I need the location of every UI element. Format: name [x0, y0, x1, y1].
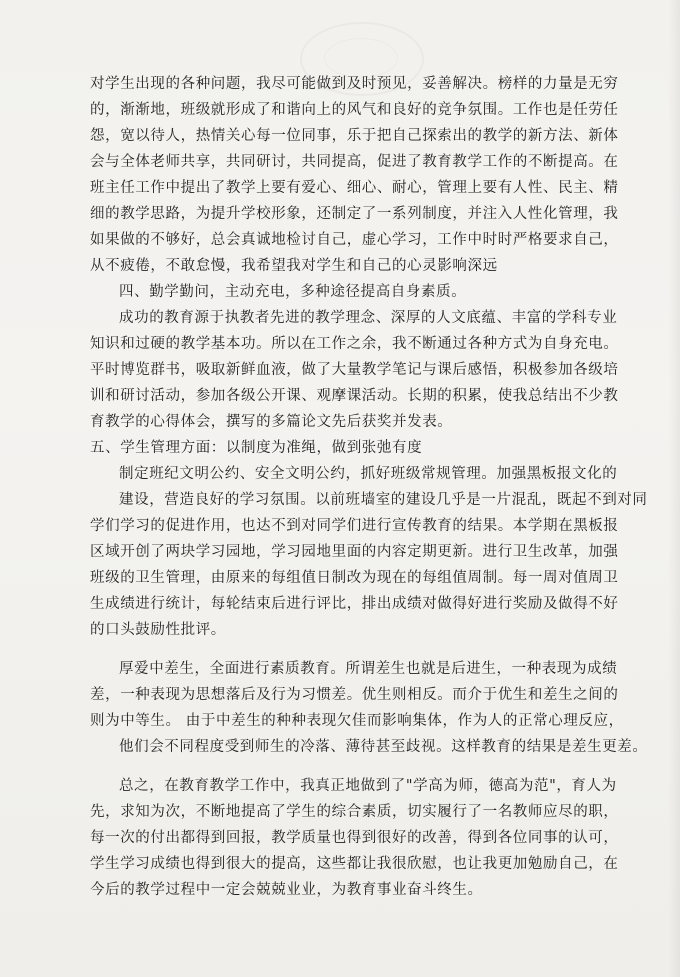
- text-line: 学生学习成绩也得到很大的提高，这些都让我很欣慰，也让我更加勉励自己，在: [90, 856, 619, 872]
- text-line: 则为中等生。 由于中差生的种种表现欠佳而影响集体，作为人的正常心理反应，: [90, 713, 624, 729]
- text-line: 差，一种表现为思想落后及行为习惯差。优生则相反。而介于优生和差生之间的: [90, 687, 619, 703]
- text-line: 生成绩进行统计，每轮结束后进行评比，排出成绩对做得好进行奖励及做得不好: [90, 596, 619, 612]
- text-line: 总之，在教育教学工作中，我真正地做到了"学高为师，德高为范"，育人为: [119, 778, 617, 794]
- text-line: 怨，宽以待人，热情关心每一位同事，乐于把自己探索出的教学的新方法、新体: [90, 128, 619, 144]
- text-line: 训和研讨活动，参加各级公开课、观摩课活动。长期的积累，使我总结出不少教: [90, 388, 619, 404]
- text-line: 成功的教育源于执教者先进的教学理念、深厚的人文底蕴、丰富的学科专业: [119, 310, 618, 326]
- section-heading: 四、勤学勤问，主动充电，多种途径提高自身素质。: [119, 284, 467, 300]
- text-line: 建设，营造良好的学习氛围。以前班墙室的建设几乎是一片混乱，既起不到对同: [119, 492, 648, 508]
- text-line: 细的教学思路，为提升学校形象，还制定了一系列制度，并注入人性化管理，我: [90, 206, 619, 222]
- scan-edge-shadow: [668, 0, 680, 977]
- text-line: 区域开创了两块学习园地，学习园地里面的内容定期更新。进行卫生改革，加强: [90, 544, 619, 560]
- text-line: 每一次的付出都得到回报，教学质量也得到很好的改善，得到各位同事的认可，: [90, 830, 619, 846]
- text-line: 今后的教学过程中一定会兢兢业业，为教育事业奋斗终生。: [90, 882, 483, 898]
- text-line: 会与全体老师共享，共同研讨，共同提高，促进了教育教学工作的不断提高。在: [90, 154, 619, 170]
- text-line: 从不疲倦，不敢怠慢，我希望我对学生和自己的心灵影响深远: [90, 258, 498, 274]
- text-line: 的，渐渐地，班级就形成了和谐向上的风气和良好的竞争氛围。工作也是任劳任: [90, 102, 619, 118]
- text-line: 他们会不同程度受到师生的冷落、薄待甚至歧视。这样教育的结果是差生更差。: [119, 739, 648, 755]
- text-line: 厚爱中差生，全面进行素质教育。所谓差生也就是后进生，一种表现为成绩: [119, 661, 618, 677]
- text-line: 平时博览群书，吸取新鲜血液，做了大量教学笔记与课后感悟，积极参加各级培: [90, 362, 619, 378]
- text-line: 班主任工作中提出了教学上要有爱心、细心、耐心，管理上要有人性、民主、精: [90, 180, 619, 196]
- text-line: 班级的卫生管理，由原来的每组值日制改为现在的每组值周制。每一周对值周卫: [90, 570, 619, 586]
- section-heading: 制定班纪文明公约、安全文明公约，抓好班级常规管理。加强黑板报文化的: [119, 466, 618, 482]
- text-line: 知识和过硬的教学基本功。所以在工作之余，我不断通过各种方式为自身充电。: [90, 336, 619, 352]
- text-line: 对学生出现的各种问题，我尽可能做到及时预见，妥善解决。榜样的力量是无穷: [90, 76, 619, 92]
- text-line: 先，求知为次，不断地提高了学生的综合素质，切实履行了一名教师应尽的职，: [90, 804, 619, 820]
- text-line: 五、学生管理方面：以制度为准绳，做到张弛有度: [90, 440, 423, 456]
- text-line: 如果做的不够好，总会真诚地检讨自己，虚心学习，工作中时时严格要求自己，: [90, 232, 619, 248]
- text-line: 学们学习的促进作用，也达不到对同学们进行宣传教育的结果。本学期在黑板报: [90, 518, 619, 534]
- text-line: 的口头鼓励性批评。: [90, 622, 226, 638]
- text-line: 育教学的心得体会，撰写的多篇论文先后获奖并发表。: [90, 414, 453, 430]
